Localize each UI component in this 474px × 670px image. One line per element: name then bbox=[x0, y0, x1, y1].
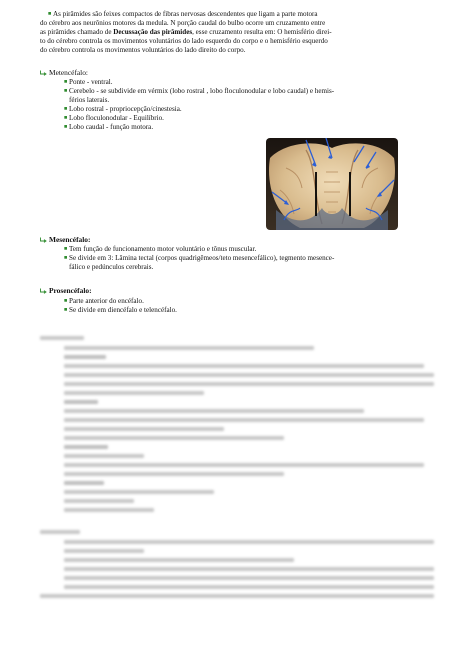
metencefalo-item-3: ■ Lobo rostral - propriocepção/cinestesia. bbox=[64, 105, 182, 113]
bullet-icon: ■ bbox=[64, 88, 68, 94]
bullet-icon: ■ bbox=[64, 106, 68, 112]
bullet-icon: ■ bbox=[64, 115, 68, 121]
cerebellum-photo bbox=[266, 138, 398, 230]
bullet-icon: ■ bbox=[64, 79, 68, 85]
mesencefalo-item-1: ■ Tem função de funcionamento motor voluntário e tônus muscular. bbox=[64, 245, 257, 253]
bullet-icon: ■ bbox=[64, 124, 68, 130]
metencefalo-item-2-cont: férios laterais. bbox=[69, 96, 110, 104]
mesencefalo-item-2: ■ Se divide em 3: Lâmina tectal (corpos quadrigêmeos/teto mesencefálico), tegmento mesence- bbox=[64, 254, 335, 262]
bullet-icon: ■ bbox=[64, 246, 68, 252]
intro-line-4: to do cérebro controla os movimentos voluntários do lado esquerdo do corpo e o hemisfério esquerdo bbox=[40, 37, 328, 45]
bullet-icon: ■ bbox=[64, 255, 68, 261]
section-arrow-icon bbox=[40, 237, 47, 243]
heading-mesencefalo: Mesencéfalo: bbox=[40, 235, 90, 244]
intro-line-1: ■ As pirâmides são feixes compactos de fibras nervosas descendentes que ligam a parte motora bbox=[48, 10, 318, 18]
decussacao-term: Decussação das pirâmides bbox=[113, 28, 193, 36]
blurred-preview-content bbox=[40, 332, 440, 652]
heading-metencefalo: Metencéfalo: bbox=[40, 68, 88, 77]
prosencefalo-item-1: ■ Parte anterior do encéfalo. bbox=[64, 297, 144, 305]
bullet-icon: ■ bbox=[64, 307, 68, 313]
intro-line-2: do cérebro aos neurônios motores da medula. N porção caudal do bulbo ocorre um cruzamento entre bbox=[40, 19, 326, 27]
metencefalo-item-1: ■ Ponte - ventral. bbox=[64, 78, 113, 86]
heading-prosencefalo: Prosencéfalo: bbox=[40, 286, 92, 295]
bullet-icon: ■ bbox=[48, 11, 52, 17]
bullet-icon: ■ bbox=[64, 298, 68, 304]
metencefalo-item-2: ■ Cerebelo - se subdivide em vérmix (lobo rostral , lobo floculonodular e lobo caudal) e hemis- bbox=[64, 87, 335, 95]
mesencefalo-item-2-cont: fálico e pedúnculos cerebrais. bbox=[69, 263, 154, 271]
section-arrow-icon bbox=[40, 70, 47, 76]
metencefalo-item-4: ■ Lobo floculonodular - Equilíbrio. bbox=[64, 114, 164, 122]
section-arrow-icon bbox=[40, 288, 47, 294]
intro-line-5: do cérebro controla os movimentos voluntários do lado direito do corpo. bbox=[40, 46, 246, 54]
metencefalo-item-5: ■ Lobo caudal - função motora. bbox=[64, 123, 154, 131]
prosencefalo-item-2: ■ Se divide em diencéfalo e telencéfalo. bbox=[64, 306, 177, 314]
intro-line-3: as pirâmides chamado de Decussação das pirâmides, esse cruzamento resulta em: O hemisfério direi- bbox=[40, 28, 332, 36]
